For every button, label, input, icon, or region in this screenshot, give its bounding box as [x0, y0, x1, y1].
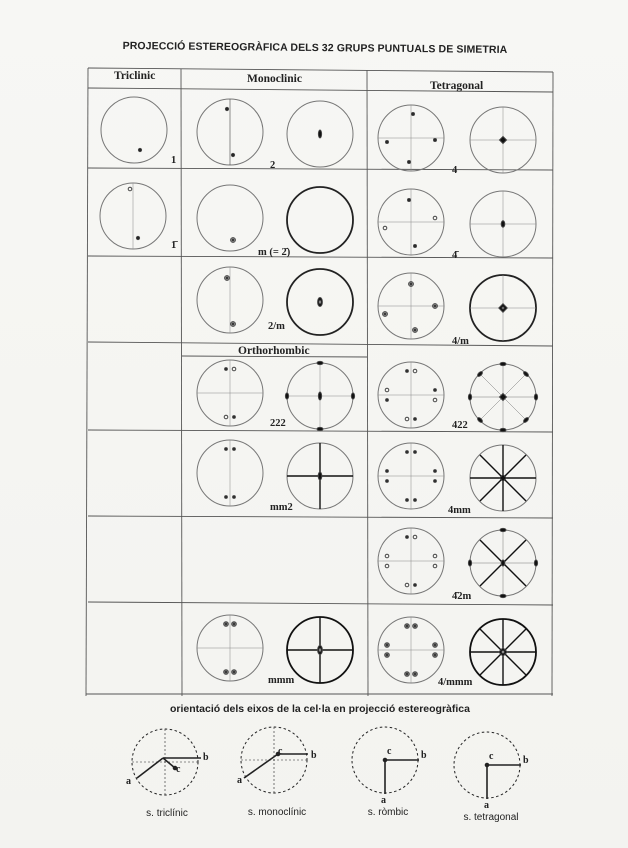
group-label-4mm: 4mm — [448, 505, 471, 516]
axis-label-monoclinic-a: a — [237, 775, 242, 786]
group-label-2: 2 — [270, 160, 276, 171]
axis-label-rombic-a: a — [381, 795, 386, 806]
axis-label-monoclinic-b: b — [311, 750, 317, 761]
column-header-orthorhombic: Orthorhombic — [238, 345, 310, 357]
group-label-4mmm: 4/mmm — [438, 677, 473, 688]
group-label-mmm: mmm — [268, 675, 295, 686]
axes-diagram-monoclinic — [241, 727, 308, 793]
group-label-4bar: 4̄ — [452, 250, 458, 261]
axes-diagram-label-monoclinic: s. monoclínic — [247, 807, 307, 818]
axis-label-triclinic-c: c — [176, 764, 181, 775]
group-label-4m: 4/m — [452, 336, 469, 347]
axes-diagram-triclinic — [132, 729, 201, 795]
axis-label-triclinic-a: a — [126, 776, 131, 787]
axes-diagram-label-rombic: s. ròmbic — [367, 807, 409, 818]
group-label-m: m (= 2̄) — [258, 247, 291, 258]
axis-label-tetragonal-c: c — [489, 751, 494, 762]
axes-diagram-rombic — [352, 727, 419, 794]
column-header-triclinic: Triclinic — [114, 70, 156, 82]
group-label-mm2: mm2 — [270, 502, 293, 513]
axes-diagram-label-triclinic: s. triclínic — [146, 808, 188, 819]
group-label-1: 1 — [171, 155, 177, 166]
group-label-222: 222 — [270, 418, 286, 429]
axes-diagram-label-tetragonal: s. tetragonal — [463, 812, 519, 823]
axis-label-rombic-b: b — [421, 750, 427, 761]
column-header-monoclinic: Monoclinic — [247, 73, 302, 85]
axis-label-rombic-c: c — [387, 746, 392, 757]
axis-label-triclinic-b: b — [203, 752, 209, 763]
group-label-42m: 4̄2m — [452, 591, 472, 602]
group-label-4: 4 — [452, 165, 458, 176]
axis-label-monoclinic-c: c — [278, 746, 283, 757]
axes-section-title: orientació dels eixos de la cel·la en projecció estereogràfica — [170, 703, 470, 715]
group-label-2m: 2/m — [268, 321, 285, 332]
column-header-tetragonal: Tetragonal — [430, 80, 484, 92]
page-title: PROJECCIÓ ESTEREOGRÀFICA DELS 32 GRUPS PUNTUALS DE SIMETRIA — [122, 39, 508, 57]
group-label-422: 422 — [452, 420, 468, 431]
group-label-1bar: 1̄ — [171, 240, 177, 251]
axis-label-tetragonal-b: b — [523, 755, 529, 766]
axis-label-tetragonal-a: a — [484, 800, 489, 811]
axes-diagram-tetragonal — [454, 732, 521, 799]
